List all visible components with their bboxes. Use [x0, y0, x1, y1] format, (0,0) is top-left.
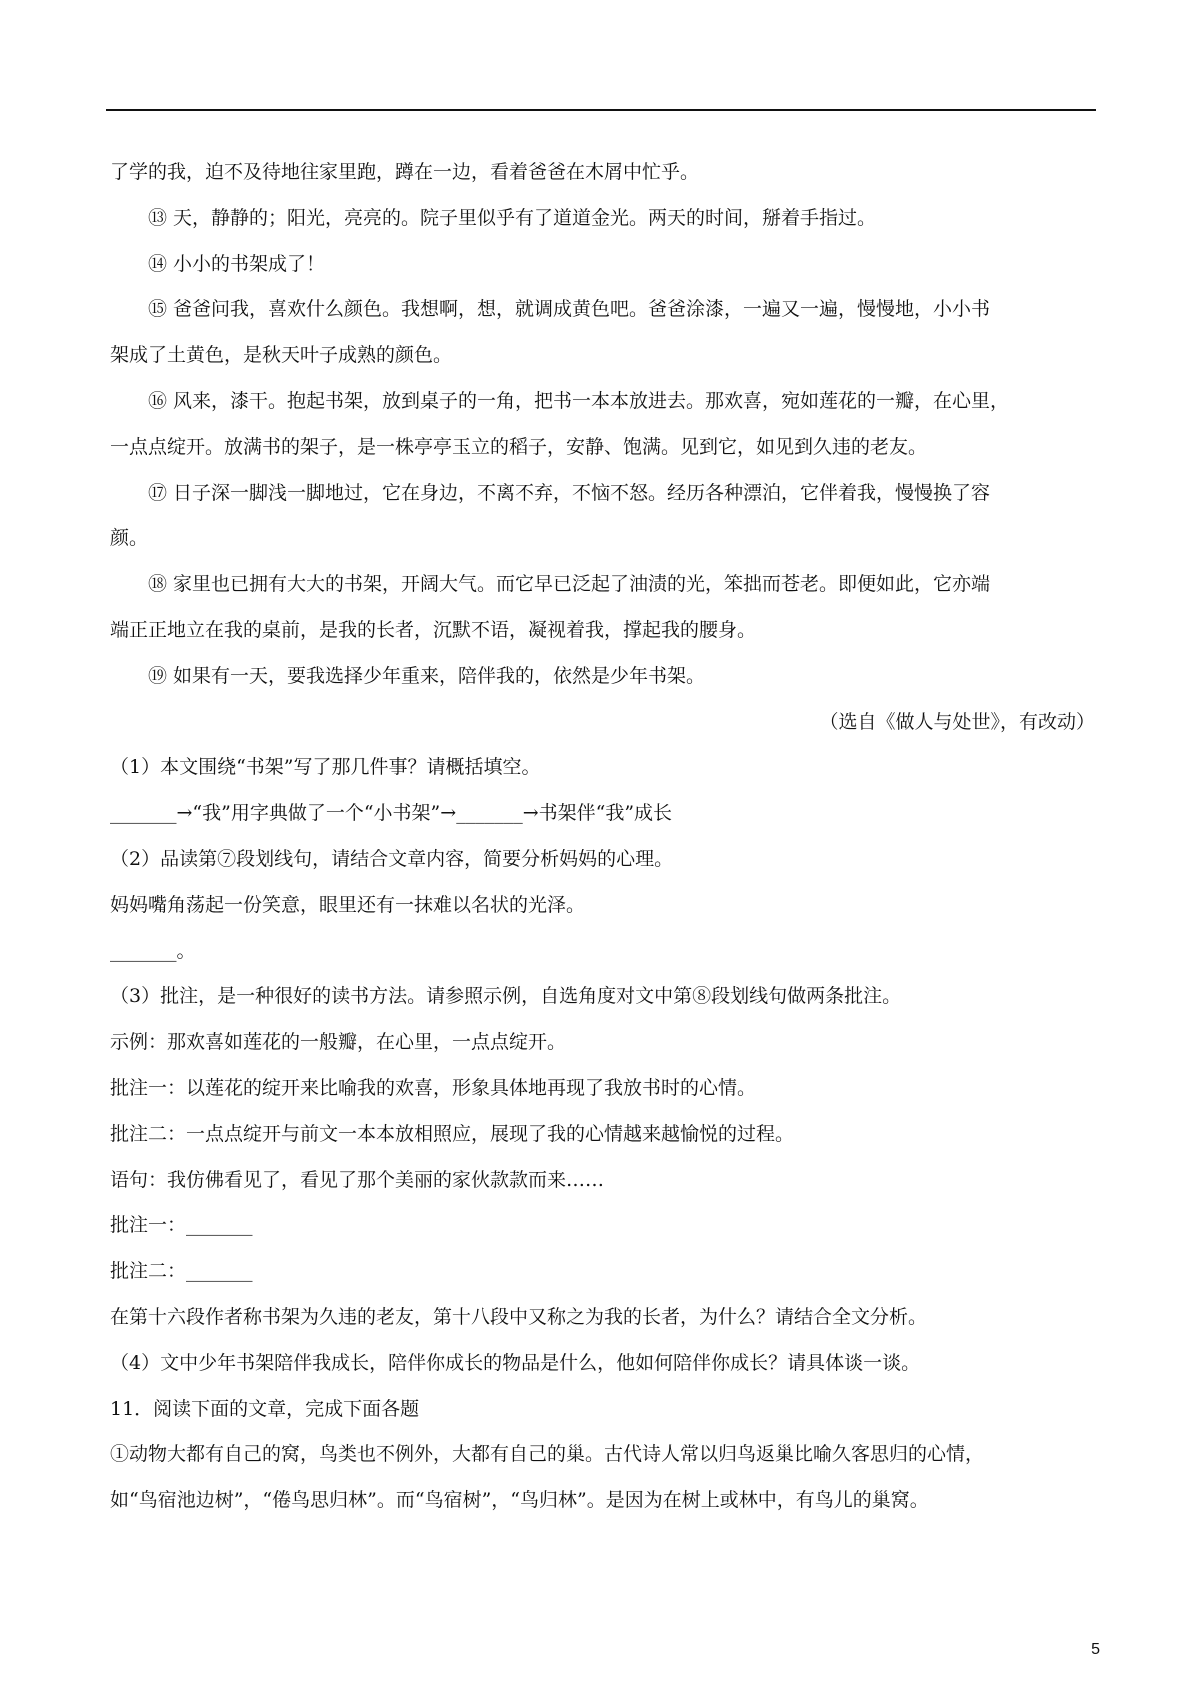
section-11-heading: 11．阅读下面的文章，完成下面各题	[110, 1397, 420, 1420]
document-body	[110, 150, 1095, 1524]
question-1: （1）本文围绕“书架”写了那几件事？请概括填空。	[110, 756, 541, 779]
paragraph-18-line-2: 端正正地立在我的桌前，是我的长者，沉默不语，凝视着我，撑起我的腰身。	[110, 618, 757, 641]
paragraph-12-continuation: 了学的我，迫不及待地往家里跑，蹲在一边，看着爸爸在木屑中忙乎。	[110, 161, 700, 183]
paragraph-17-line-1: ⑰ 日子深一脚浅一脚地过，它在身边，不离不弃，不恼不怒。经历各种漂泊，它伴着我，慢慢换了容	[148, 481, 991, 504]
question-3-example-note-1: 批注一：以莲花的绽开来比喻我的欢喜，形象具体地再现了我放书时的心情。	[110, 1076, 757, 1099]
paragraph-13: ⑬ 天，静静的；阳光，亮亮的。院子里似乎有了道道金光。两天的时间，掰着手指过。	[148, 206, 877, 229]
paragraph-15-line-2: 架成了土黄色，是秋天叶子成熟的颜色。	[110, 344, 453, 367]
paragraph-19: ⑲ 如果有一天，要我选择少年重来，陪伴我的，依然是少年书架。	[148, 664, 706, 687]
question-2-answer-blank: _______。	[110, 939, 196, 962]
question-3: （3）批注，是一种很好的读书方法。请参照示例，自选角度对文中第⑧段划线句做两条批注。	[110, 985, 902, 1008]
question-3-note-1-blank: 批注一：_______	[110, 1214, 253, 1237]
question-1-blanks: _______→“我”用字典做了一个“小书架”→_______→书架伴“我”成长	[110, 802, 673, 825]
question-3-sentence: 语句：我仿佛看见了，看见了那个美丽的家伙款款而来……	[110, 1168, 605, 1191]
paragraph-16-line-2: 一点点绽开。放满书的架子，是一株亭亭玉立的稻子，安静、饱满。见到它，如见到久违的老友。	[110, 435, 928, 458]
paragraph-15-line-1: ⑮ 爸爸问我，喜欢什么颜色。我想啊，想，就调成黄色吧。爸爸涂漆，一遍又一遍，慢慢地，小小书	[148, 298, 991, 321]
question-2-quote: 妈妈嘴角荡起一份笑意，眼里还有一抹难以名状的光泽。	[110, 893, 586, 916]
paragraph-16-line-1: ⑯ 风来，漆干。抱起书架，放到桌子的一角，把书一本本放进去。那欢喜，宛如莲花的一瓣，在心里，	[148, 389, 1010, 412]
source-citation: （选自《做人与处世》，有改动）	[819, 710, 1095, 733]
question-3-note-2-blank: 批注二：_______	[110, 1260, 253, 1283]
section-11-paragraph-1-line-2: 如“鸟宿池边树”，“倦鸟思归林”。而“鸟宿树”，“鸟归林”。是因为在树上或林中，有鸟儿的巢窝。	[110, 1489, 929, 1512]
paragraph-17-line-2: 颜。	[110, 527, 149, 550]
page-number: 5	[1091, 1641, 1100, 1658]
section-11-paragraph-1-line-1: ①动物大都有自己的窝，鸟类也不例外，大都有自己的巢。古代诗人常以归鸟返巢比喻久客思归的心情，	[110, 1443, 985, 1466]
question-3-example-note-2: 批注二：一点点绽开与前文一本本放相照应，展现了我的心情越来越愉悦的过程。	[110, 1122, 795, 1145]
question-3-extra: 在第十六段作者称书架为久违的老友，第十八段中又称之为我的长者，为什么？请结合全文分析。	[110, 1305, 928, 1328]
paragraph-18-line-1: ⑱ 家里也已拥有大大的书架，开阔大气。而它早已泛起了油渍的光，笨拙而苍老。即便如此，它亦端	[148, 573, 991, 596]
question-4: （4）文中少年书架陪伴我成长，陪伴你成长的物品是什么，他如何陪伴你成长？请具体谈一谈。	[110, 1351, 921, 1374]
paragraph-14: ⑭ 小小的书架成了！	[148, 252, 326, 275]
header-rule	[106, 109, 1096, 111]
question-3-example: 示例：那欢喜如莲花的一般瓣，在心里，一点点绽开。	[110, 1031, 567, 1054]
question-2: （2）品读第⑦段划线句，请结合文章内容，简要分析妈妈的心理。	[110, 847, 674, 870]
